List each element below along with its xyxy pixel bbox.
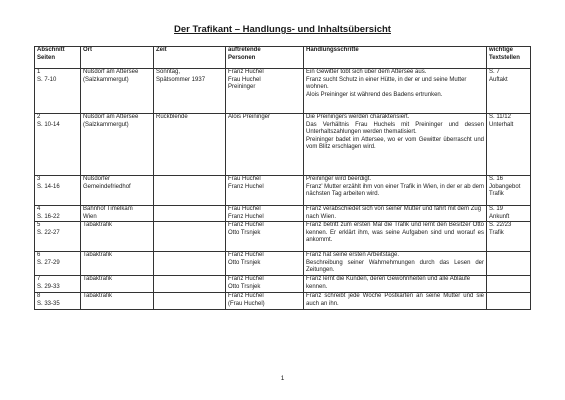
cell-line: S. 14-16 xyxy=(37,183,60,190)
cell-line: 3 xyxy=(37,176,41,182)
cell-line: Die Preiningers werden charakterisiert. xyxy=(306,114,410,120)
cell-line: Tabaktrafik xyxy=(83,252,113,259)
cell-abschnitt xyxy=(35,292,81,309)
cell-line: Franz Huchel xyxy=(228,292,264,299)
cell-handlung xyxy=(304,275,487,292)
cell-line: Franz hat seine ersten Arbeitstage. xyxy=(306,252,400,259)
cell-line: Franz Huchel xyxy=(228,183,264,190)
page-number: 1 xyxy=(280,375,285,382)
cell-personen xyxy=(226,69,304,114)
cell-line: S. 27-29 xyxy=(37,259,60,266)
cell-personen xyxy=(226,206,304,222)
cell-line: Nußdorf am Attersee xyxy=(83,114,139,120)
header-zeit xyxy=(154,47,226,69)
cell-line: 6 xyxy=(37,252,41,259)
cell-line: Franz verabschiedet sich von seiner Mutter und fährt mit dem Zug nach Wien. xyxy=(306,206,482,220)
cell-line: Tabaktrafik xyxy=(83,292,113,299)
header-row xyxy=(35,47,531,69)
cell-line: Tabaktrafik xyxy=(83,275,113,282)
cell-line: Auftakt xyxy=(489,76,508,83)
cell-line: (Frau Huchel) xyxy=(228,300,265,307)
cell-personen xyxy=(226,252,304,276)
cell-zeit xyxy=(154,292,226,309)
cell-line: S. 33-35 xyxy=(37,300,60,307)
cell-line: 2 xyxy=(37,114,41,120)
cell-line: 4 xyxy=(37,206,41,212)
cell-line: Seiten xyxy=(37,54,56,61)
header-handlungsschritte xyxy=(304,47,487,69)
cell-line: Preininger badet im Attersee, wo er vom Gewitter überrascht und vom Blitz erschlagen wird. xyxy=(306,136,484,151)
cell-ort xyxy=(81,252,154,276)
cell-abschnitt xyxy=(35,222,81,252)
cell-line: 1 xyxy=(37,69,41,75)
table-row xyxy=(35,252,531,276)
cell-ort xyxy=(81,206,154,222)
cell-line: S. 16-22 xyxy=(37,213,60,220)
cell-line: S. 29-33 xyxy=(37,283,60,290)
cell-line: S. 11/12 xyxy=(489,114,511,120)
cell-handlung xyxy=(304,69,487,114)
cell-line: Franz Huchel xyxy=(228,69,264,75)
cell-zeit xyxy=(154,222,226,252)
cell-personen xyxy=(226,292,304,309)
table-row xyxy=(35,222,531,252)
cell-ort xyxy=(81,176,154,206)
table-row xyxy=(35,292,531,309)
cell-textstellen xyxy=(487,206,531,222)
cell-line: Franz lernt die Kunden, deren Gewohnheiten und alle Abläufe kennen. xyxy=(306,275,471,290)
cell-line: 7 xyxy=(37,275,41,282)
cell-line: Wien xyxy=(83,213,97,220)
cell-abschnitt xyxy=(35,252,81,276)
cell-line: Franz Huchel xyxy=(228,275,264,282)
cell-line: Trafik xyxy=(489,191,504,198)
cell-textstellen xyxy=(487,114,531,176)
cell-line: S. 10-14 xyxy=(37,121,60,128)
cell-line: Otto Trsnjek xyxy=(228,259,261,266)
cell-line: Nußdorf am Attersee xyxy=(83,69,139,75)
cell-line: Handlungsschritte xyxy=(306,47,359,53)
cell-line: Franz Huchel xyxy=(228,252,264,259)
cell-abschnitt xyxy=(35,206,81,222)
header-textstellen xyxy=(487,47,531,69)
cell-line: wichtige xyxy=(489,47,514,53)
cell-line: Ankunft xyxy=(489,213,510,220)
cell-zeit xyxy=(154,275,226,292)
cell-handlung xyxy=(304,252,487,276)
cell-textstellen xyxy=(487,275,531,292)
overview-table xyxy=(34,46,531,310)
cell-textstellen xyxy=(487,222,531,252)
cell-line: Gemeindefriedhof xyxy=(83,183,131,190)
cell-personen xyxy=(226,222,304,252)
cell-personen xyxy=(226,176,304,206)
cell-line: S. 7 xyxy=(489,69,500,75)
cell-textstellen xyxy=(487,176,531,206)
cell-line: Bahnhof Timelkam xyxy=(83,206,133,212)
cell-line: S. 7-10 xyxy=(37,76,57,83)
cell-line: Franz schreibt jede Woche Postkarten an seine Mutter und sie auch an ihn. xyxy=(306,292,484,307)
cell-line: Rückblende xyxy=(156,114,188,120)
table-row xyxy=(35,69,531,114)
cell-line: Abschnitt xyxy=(37,47,65,53)
cell-line: Franz' Mutter erzählt ihm von einer Trafik in Wien, in der er ab dem nächsten Tag arbeiten wird. xyxy=(306,183,484,198)
cell-line: Ort xyxy=(83,47,92,53)
cell-abschnitt xyxy=(35,176,81,206)
cell-ort xyxy=(81,222,154,252)
cell-line: (Salzkammergut) xyxy=(83,76,129,83)
cell-line: Das Verhältnis Frau Huchels mit Preininger und dessen Unterhaltszahlungen werden thematisiert. xyxy=(306,121,484,136)
cell-abschnitt xyxy=(35,275,81,292)
cell-handlung xyxy=(304,292,487,309)
cell-line: Ein Gewitter tobt sich über dem Attersee aus. xyxy=(306,69,427,75)
cell-line: Franz Huchel xyxy=(228,222,264,229)
cell-line: Beschreibung seiner Wahrnehmungen durch das Lesen der Zeitungen. xyxy=(306,259,484,274)
cell-abschnitt xyxy=(35,69,81,114)
cell-line: Spätsommer 1937 xyxy=(156,76,206,83)
cell-line: Frau Huchel xyxy=(228,206,261,212)
table-row xyxy=(35,206,531,222)
cell-line: Nußdorfer xyxy=(83,176,111,182)
cell-line: S. 22-27 xyxy=(37,229,60,236)
cell-line: Zeit xyxy=(156,47,167,53)
table-row xyxy=(35,275,531,292)
cell-line: Alois Preininger ist während des Badens ertrunken. xyxy=(306,91,443,98)
cell-line: 5 xyxy=(37,222,41,229)
cell-ort xyxy=(81,292,154,309)
cell-handlung xyxy=(304,206,487,222)
cell-line: Otto Trsnjek xyxy=(228,229,261,236)
cell-line: Preininger xyxy=(228,84,256,91)
cell-line: Tabaktrafik xyxy=(83,222,113,229)
cell-textstellen xyxy=(487,69,531,114)
table-row xyxy=(35,176,531,206)
cell-ort xyxy=(81,275,154,292)
cell-line: S. 16 xyxy=(489,176,504,182)
cell-line: Preininger wird beerdigt. xyxy=(306,176,372,182)
cell-textstellen xyxy=(487,292,531,309)
cell-line: S. 19 xyxy=(489,206,504,212)
cell-line: Frau Huchel xyxy=(228,176,261,182)
cell-zeit xyxy=(154,69,226,114)
table-row xyxy=(35,114,531,176)
document-title: Der Trafikant – Handlungs- und Inhaltsübersicht xyxy=(174,24,391,35)
cell-zeit xyxy=(154,114,226,176)
cell-ort xyxy=(81,69,154,114)
cell-line: 8 xyxy=(37,292,41,299)
cell-line: Franz betritt zum ersten Mal die Trafik und lernt den Besitzer Otto kennen. Er erklärt ihm, was seine Aufgaben sind und worauf es ankommt. xyxy=(306,222,484,244)
cell-zeit xyxy=(154,252,226,276)
cell-handlung xyxy=(304,176,487,206)
cell-handlung xyxy=(304,222,487,252)
header-abschnitt xyxy=(35,47,81,69)
cell-zeit xyxy=(154,176,226,206)
cell-line: auftretende xyxy=(228,47,261,53)
cell-zeit xyxy=(154,206,226,222)
cell-line: Trafik xyxy=(489,229,504,236)
cell-line: Personen xyxy=(228,54,256,61)
cell-line: Franz Huchel xyxy=(228,213,264,220)
cell-handlung xyxy=(304,114,487,176)
cell-personen xyxy=(226,275,304,292)
cell-line: Otto Trsnjek xyxy=(228,283,261,290)
cell-ort xyxy=(81,114,154,176)
cell-line: S. 22/23 xyxy=(489,222,512,229)
cell-line: Alois Preininger xyxy=(228,114,271,120)
cell-textstellen xyxy=(487,252,531,276)
cell-personen xyxy=(226,114,304,176)
cell-line: Frau Huchel xyxy=(228,76,261,83)
cell-line: Jobangebot xyxy=(489,183,521,190)
cell-line: Sonntag, xyxy=(156,69,181,75)
header-ort xyxy=(81,47,154,69)
cell-abschnitt xyxy=(35,114,81,176)
header-personen xyxy=(226,47,304,69)
cell-line: Textstellen xyxy=(489,54,520,61)
cell-line: Franz sucht Schutz in einer Hütte, in der er und seine Mutter wohnen. xyxy=(306,76,467,91)
cell-line: Unterhalt xyxy=(489,121,514,128)
cell-line: (Salzkammergut) xyxy=(83,121,129,128)
